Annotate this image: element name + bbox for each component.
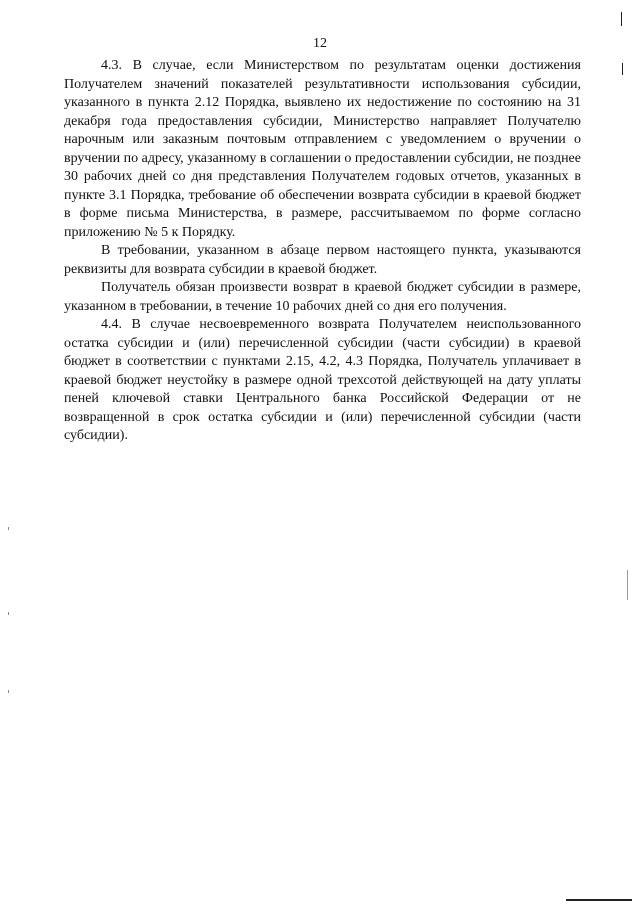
document-body — [64, 57, 581, 446]
page-number: 12 — [313, 36, 327, 51]
paragraph-4-3: 4.3. В случае, если Министерством по результатам оценки достижения Получателем значений показателей результативности использования субсидии, указанного в пункта 2.12 Порядка, выявлено их недостижение по состоянию на 31 декабря года предоставления субсидии, Министерство направляет Получателю нарочным или заказным почтовым отправлением с уведомлением о вручении о вручении по адресу, указанному в соглашении о предоставлении субсидии, не позднее 30 рабочих дней со дня представления Получателем годовых отчетов, указанных в пункте 3.1 Порядка, требование об обеспечении возврата субсидии в краевой бюджет в форме письма Министерства, в размере, рассчитываемом по форме согласно приложению № 5 к Порядку. — [64, 58, 581, 240]
scan-mark — [8, 527, 9, 530]
paragraph-4-4: 4.4. В случае несвоевременного возврата Получателем неиспользованного остатка субсидии и (или) перечисленной субсидии (части субсидии) в краевой бюджет в соответствии с пунктами 2.15, 4.2, 4.3 Порядка, Получатель уплачивает в краевой бюджет неустойку в размере одной трехсотой действующей на дату уплаты пеней ключевой ставки Центрального банка Российской Федерации от не возвращенной в срок остатка субсидии и (или) перечисленной субсидии (части субсидии). — [64, 317, 581, 443]
scan-mark — [8, 690, 9, 693]
scan-mark — [621, 12, 622, 26]
paragraph-return-obligation: Получатель обязан произвести возврат в краевой бюджет субсидии в размере, указанном в требовании, в течение 10 рабочих дней со дня его получения. — [64, 280, 581, 314]
scan-mark — [622, 63, 623, 75]
paragraph-requisites: В требовании, указанном в абзаце первом настоящего пункта, указываются реквизиты для возврата субсидии в краевой бюджет. — [64, 243, 581, 277]
scan-mark — [8, 612, 9, 615]
scan-mark — [627, 570, 628, 600]
scan-mark — [566, 899, 632, 901]
